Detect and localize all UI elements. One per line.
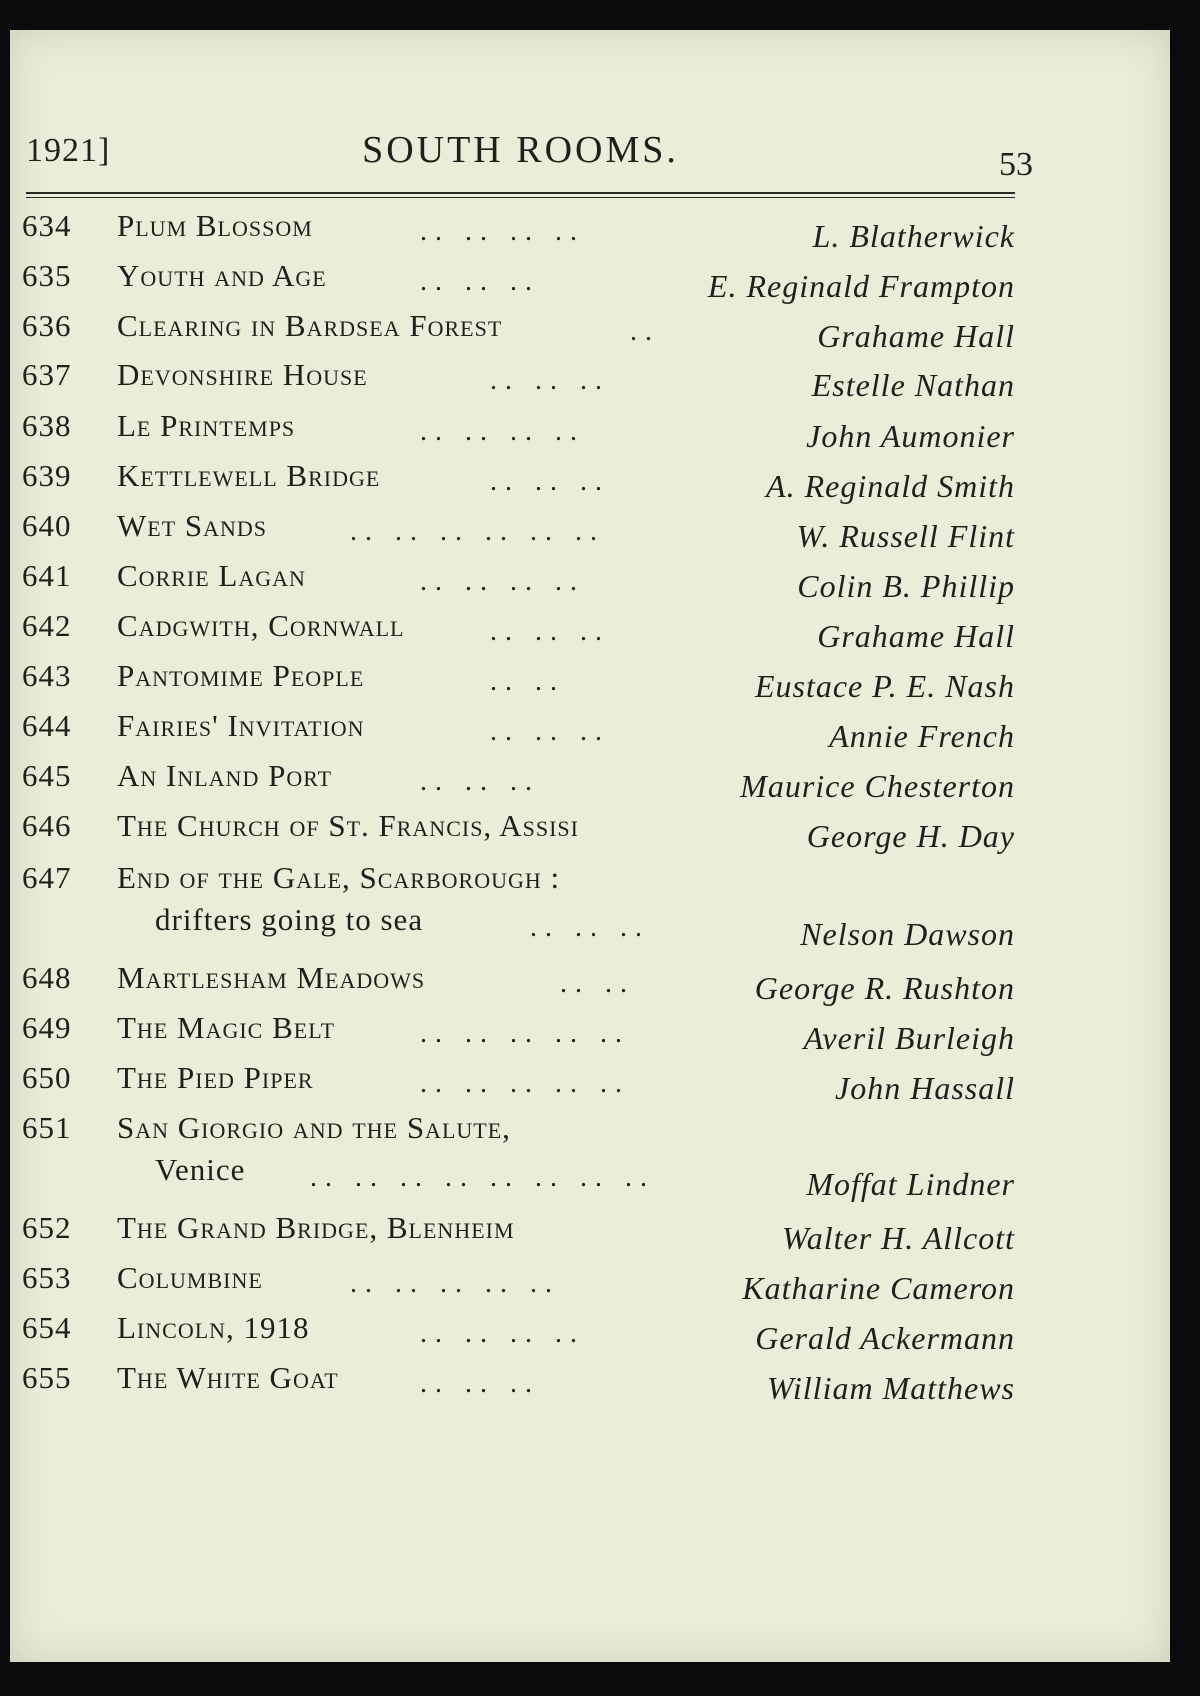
- header-rule-thin: [26, 197, 1015, 198]
- entry-number: 649: [22, 1010, 72, 1045]
- catalogue-entry: [10, 1210, 1170, 1260]
- dot-leader: .. .. ..: [420, 266, 540, 297]
- entry-number: 647: [22, 860, 72, 895]
- entry-number: 638: [22, 408, 72, 443]
- entry-number: 636: [22, 308, 72, 343]
- entry-title: An Inland Port: [117, 758, 333, 793]
- page-number: 53: [999, 146, 1033, 183]
- catalogue-entry: [10, 960, 1170, 1010]
- entry-number: 646: [22, 808, 72, 843]
- entry-artist: Averil Burleigh: [803, 1020, 1015, 1056]
- entry-title: End of the Gale, Scarborough :: [117, 860, 561, 895]
- entry-title: The White Goat: [117, 1360, 339, 1395]
- entry-artist: Gerald Ackermann: [755, 1320, 1015, 1356]
- entry-title: Clearing in Bardsea Forest: [117, 308, 503, 343]
- entry-title: Martlesham Meadows: [117, 960, 426, 995]
- entry-title: Kettlewell Bridge: [117, 458, 381, 493]
- entry-title: Plum Blossom: [117, 208, 313, 243]
- entry-number: 648: [22, 960, 72, 995]
- entry-number: 650: [22, 1060, 72, 1095]
- entry-title: The Church of St. Francis, Assisi: [117, 808, 579, 843]
- entry-artist: Annie French: [829, 718, 1015, 754]
- entry-number: 652: [22, 1210, 72, 1245]
- dot-leader: .. ..: [490, 666, 565, 697]
- entry-number: 641: [22, 558, 72, 593]
- catalogue-entry: [10, 608, 1170, 658]
- entry-title: Pantomime People: [117, 658, 365, 693]
- dot-leader: .. .. .. ..: [420, 416, 585, 447]
- running-header: [26, 118, 1033, 188]
- entry-number: 655: [22, 1360, 72, 1395]
- catalogue-entry: [10, 708, 1170, 758]
- entry-artist: John Hassall: [835, 1070, 1015, 1106]
- catalogue-page: [10, 30, 1170, 1662]
- dot-leader: .. .. .. .. .. .. .. ..: [310, 1162, 655, 1193]
- entry-artist: Moffat Lindner: [806, 1166, 1015, 1202]
- entry-title: Lincoln, 1918: [117, 1310, 310, 1345]
- catalogue-entry: [10, 1360, 1170, 1410]
- entry-title-continuation: drifters going to sea: [155, 902, 424, 937]
- entry-title: Cadgwith, Cornwall: [117, 608, 405, 643]
- entry-number: 637: [22, 357, 72, 392]
- dot-leader: .. .. .. ..: [420, 566, 585, 597]
- catalogue-entry: [10, 1110, 1170, 1210]
- catalogue-entry: [10, 208, 1170, 258]
- catalogue-entry: [10, 658, 1170, 708]
- dot-leader: .. .. .. .. ..: [420, 1068, 630, 1099]
- entry-artist: Maurice Chesterton: [740, 768, 1015, 804]
- catalogue-entry: [10, 357, 1170, 407]
- header-year: 1921]: [26, 132, 111, 169]
- entry-number: 654: [22, 1310, 72, 1345]
- dot-leader: .. .. ..: [490, 466, 610, 497]
- entry-title: Columbine: [117, 1260, 263, 1295]
- dot-leader: .. .. ..: [490, 365, 610, 396]
- catalogue-entry: [10, 1310, 1170, 1360]
- entry-number: 645: [22, 758, 72, 793]
- entry-title: The Magic Belt: [117, 1010, 336, 1045]
- catalogue-entry: [10, 458, 1170, 508]
- entry-artist: W. Russell Flint: [796, 518, 1015, 554]
- catalogue-entry: [10, 1010, 1170, 1060]
- entry-title: The Pied Piper: [117, 1060, 314, 1095]
- entry-artist: Colin B. Phillip: [797, 568, 1015, 604]
- dot-leader: .. ..: [560, 968, 635, 999]
- dot-leader: ..: [630, 316, 660, 347]
- entry-number: 634: [22, 208, 72, 243]
- entry-number: 640: [22, 508, 72, 543]
- entry-artist: Grahame Hall: [817, 618, 1015, 654]
- dot-leader: .. .. ..: [530, 912, 650, 943]
- dot-leader: .. .. .. .. ..: [350, 1268, 560, 1299]
- dot-leader: .. .. .. ..: [420, 1318, 585, 1349]
- entry-artist: A. Reginald Smith: [766, 468, 1015, 504]
- entry-title: Youth and Age: [117, 258, 327, 293]
- entry-title: Fairies' Invitation: [117, 708, 365, 743]
- entry-title: Wet Sands: [117, 508, 268, 543]
- entry-artist: Walter H. Allcott: [782, 1220, 1015, 1256]
- dot-leader: .. .. ..: [490, 616, 610, 647]
- catalogue-entry: [10, 758, 1170, 808]
- catalogue-entry: [10, 1260, 1170, 1310]
- entry-number: 635: [22, 258, 72, 293]
- catalogue-entry: [10, 558, 1170, 608]
- entry-artist: Eustace P. E. Nash: [754, 668, 1015, 704]
- entry-artist: William Matthews: [767, 1370, 1015, 1406]
- dot-leader: .. .. .. ..: [420, 216, 585, 247]
- catalogue-entry: [10, 1060, 1170, 1110]
- entry-title-continuation: Venice: [155, 1152, 246, 1187]
- dot-leader: .. .. .. .. .. ..: [350, 516, 605, 547]
- entry-number: 639: [22, 458, 72, 493]
- entry-artist: George R. Rushton: [754, 970, 1015, 1006]
- catalogue-entry: [10, 808, 1170, 858]
- entry-artist: George H. Day: [806, 818, 1015, 854]
- entry-artist: L. Blatherwick: [812, 218, 1015, 254]
- entry-artist: Katharine Cameron: [742, 1270, 1015, 1306]
- catalogue-entry: [10, 258, 1170, 308]
- catalogue-entry: [10, 408, 1170, 458]
- entry-number: 653: [22, 1260, 72, 1295]
- catalogue-entry: [10, 508, 1170, 558]
- entry-title: The Grand Bridge, Blenheim: [117, 1210, 515, 1245]
- catalogue-entry: [10, 860, 1170, 960]
- entry-artist: Estelle Nathan: [811, 367, 1015, 403]
- entry-artist: John Aumonier: [806, 418, 1015, 454]
- entry-title: Devonshire House: [117, 357, 368, 392]
- header-rule-thick: [26, 192, 1015, 194]
- entry-artist: Grahame Hall: [817, 318, 1015, 354]
- entry-number: 643: [22, 658, 72, 693]
- entry-title: San Giorgio and the Salute,: [117, 1110, 511, 1145]
- entry-number: 644: [22, 708, 72, 743]
- entry-number: 642: [22, 608, 72, 643]
- catalogue-entry: [10, 308, 1170, 358]
- entry-number: 651: [22, 1110, 72, 1145]
- entry-title: Corrie Lagan: [117, 558, 306, 593]
- page-title: SOUTH ROOMS.: [362, 129, 679, 171]
- entry-title: Le Printemps: [117, 408, 296, 443]
- dot-leader: .. .. ..: [420, 766, 540, 797]
- page-top-edge: [0, 0, 1200, 30]
- entry-artist: Nelson Dawson: [800, 916, 1015, 952]
- dot-leader: .. .. ..: [490, 716, 610, 747]
- entry-artist: E. Reginald Frampton: [707, 268, 1015, 304]
- dot-leader: .. .. ..: [420, 1368, 540, 1399]
- dot-leader: .. .. .. .. ..: [420, 1018, 630, 1049]
